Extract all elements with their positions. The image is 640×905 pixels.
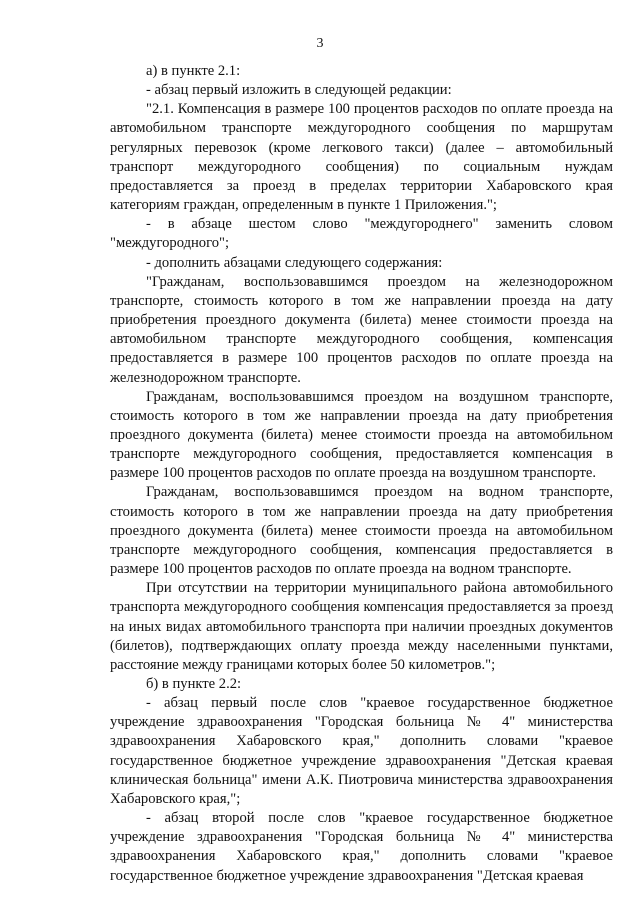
paragraph-sixth-abzac: - в абзаце шестом слово "междугороднего" заменить словом "междугородного"; xyxy=(110,216,613,252)
paragraph-add-abzacs: - дополнить абзацами следующего содержания: xyxy=(146,254,443,271)
paragraph-abzac-first: - абзац первый после слов "краевое государственное бюджетное учреждение здравоохранения "Городская больница № 4" министерства здравоохранения Хабаровского края," дополнить словами "краевое государственное бюджетное учреждение здравоохранения "Детская краевая клиническая больница" имени А.К. Пиотровича министерства здравоохранения Хабаровского края,"; xyxy=(110,695,613,807)
paragraph-point-a: а) в пункте 2.1: xyxy=(146,63,241,79)
document-body xyxy=(110,62,613,886)
paragraph-item-2-1: "2.1. Компенсация в размере 100 процентов расходов по оплате проезда на автомобильном транспорте междугородного сообщения по маршрутам регулярных перевозок (кроме легкового такси) (далее – автомобильный транспорт междугородного сообщения) по социальным нуждам предоставляется за проезд в пределах территории Хабаровского края категориям граждан, определенным в пункте 1 Приложения."; xyxy=(110,101,613,214)
paragraph-no-transport: При отсутствии на территории муниципального района автомобильного транспорта междугородного сообщения компенсация предоставляется за проезд на иных видах автомобильного транспорта при наличии проездных документов (билетов), подтверждающих оплату проезда между населенными пунктами, расстояние между границами которых более 50 километров."; xyxy=(110,580,613,673)
page-number: 3 xyxy=(316,36,324,51)
paragraph-water: Гражданам, воспользовавшимся проездом на водном транспорте, стоимость которого в том же направлении проезда на дату приобретения проездного документа (билета) менее стоимости проезда на автомобильном транспорте междугородного сообщения, компенсация предоставляется в размере 100 процентов расходов по оплате проезда на водном транспорте. xyxy=(110,484,613,578)
paragraph-abzac-second: - абзац второй после слов "краевое государственное бюджетное учреждение здравоохранения "Городская больница № 4" министерства здравоохранения Хабаровского края," дополнить словами "краевое государственное бюджетное учреждение здравоохранения "Детская краевая xyxy=(110,810,613,884)
paragraph-railway: "Гражданам, воспользовавшимся проездом на железнодорожном транспорте, стоимость которого в том же направлении проезда на дату приобретения проездного документа (билета) менее стоимости проезда на автомобильном транспорте междугородного сообщения, компенсация предоставляется в размере 100 процентов расходов по оплате проезда на железнодорожном транспорте. xyxy=(110,273,613,386)
paragraph-first-abzac-heading: - абзац первый изложить в следующей редакции: xyxy=(146,82,452,99)
paragraph-point-b: б) в пункте 2.2: xyxy=(146,676,242,692)
paragraph-air: Гражданам, воспользовавшимся проездом на воздушном транспорте, стоимость которого в том же направлении проезда на дату приобретения проездного документа (билета) менее стоимости проезда на автомобильном транспорте междугородного сообщения, предоставляется компенсация в размере 100 процентов расходов по оплате проезда на воздушном транспорте. xyxy=(110,388,613,482)
